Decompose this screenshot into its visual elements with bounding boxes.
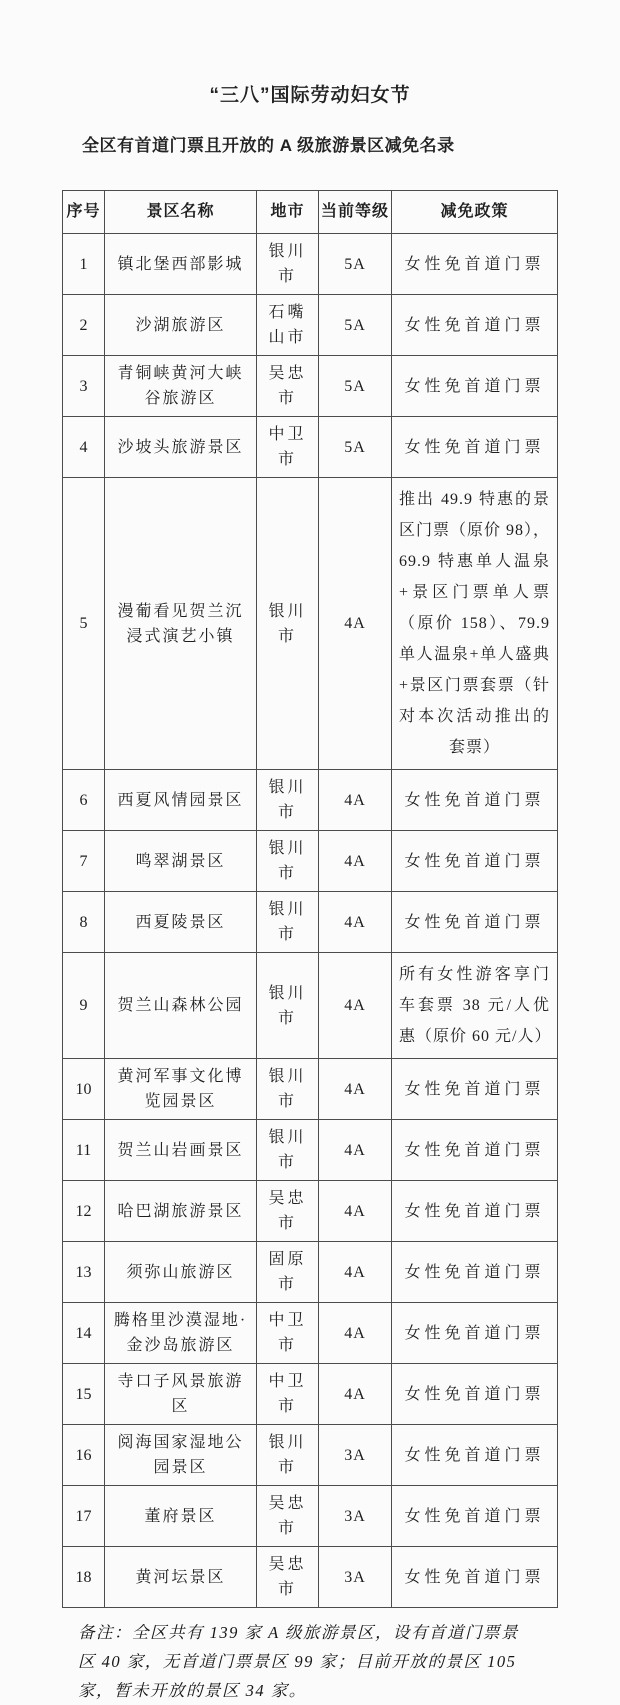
cell-current-level: 3A — [319, 1486, 392, 1547]
cell-discount-policy: 女性免首道门票 — [392, 1303, 558, 1364]
cell-current-level: 4A — [319, 1364, 392, 1425]
table-row — [63, 356, 558, 417]
cell-scenic-area-name: 西夏陵景区 — [105, 892, 257, 953]
header-current-level: 当前等级 — [319, 191, 392, 234]
table-row — [63, 1242, 558, 1303]
table-body — [63, 234, 558, 1608]
table-row — [63, 417, 558, 478]
cell-serial-number: 1 — [63, 234, 105, 295]
cell-discount-policy: 女性免首道门票 — [392, 1181, 558, 1242]
cell-city: 银川市 — [257, 831, 319, 892]
cell-serial-number: 10 — [63, 1059, 105, 1120]
cell-serial-number: 12 — [63, 1181, 105, 1242]
cell-discount-policy: 女性免首道门票 — [392, 1242, 558, 1303]
cell-serial-number: 7 — [63, 831, 105, 892]
table-header-row — [63, 191, 558, 234]
cell-city: 固原市 — [257, 1242, 319, 1303]
cell-discount-policy: 女性免首道门票 — [392, 770, 558, 831]
cell-discount-policy: 女性免首道门票 — [392, 892, 558, 953]
cell-current-level: 5A — [319, 234, 392, 295]
table-row — [63, 1181, 558, 1242]
cell-discount-policy: 女性免首道门票 — [392, 295, 558, 356]
page-title: “三八”国际劳动妇女节 — [209, 85, 411, 106]
header-discount-policy: 减免政策 — [392, 191, 558, 234]
cell-scenic-area-name: 腾格里沙漠湿地·金沙岛旅游区 — [105, 1303, 257, 1364]
cell-scenic-area-name: 鸣翠湖景区 — [105, 831, 257, 892]
header-city: 地市 — [257, 191, 319, 234]
cell-city: 银川市 — [257, 234, 319, 295]
cell-current-level: 4A — [319, 1242, 392, 1303]
cell-current-level: 4A — [319, 770, 392, 831]
cell-scenic-area-name: 镇北堡西部影城 — [105, 234, 257, 295]
table-row — [63, 295, 558, 356]
cell-scenic-area-name: 董府景区 — [105, 1486, 257, 1547]
cell-serial-number: 11 — [63, 1120, 105, 1181]
table-row — [63, 1425, 558, 1486]
table-row — [63, 770, 558, 831]
cell-current-level: 4A — [319, 1120, 392, 1181]
header-serial-number: 序号 — [63, 191, 105, 234]
cell-city: 银川市 — [257, 478, 319, 770]
cell-city: 银川市 — [257, 953, 319, 1059]
table-row — [63, 892, 558, 953]
cell-scenic-area-name: 黄河军事文化博览园景区 — [105, 1059, 257, 1120]
table-row — [63, 1303, 558, 1364]
cell-scenic-area-name: 贺兰山森林公园 — [105, 953, 257, 1059]
cell-city: 吴忠市 — [257, 356, 319, 417]
cell-discount-policy: 女性免首道门票 — [392, 356, 558, 417]
cell-serial-number: 15 — [63, 1364, 105, 1425]
cell-discount-policy: 女性免首道门票 — [392, 831, 558, 892]
cell-discount-policy: 女性免首道门票 — [392, 1120, 558, 1181]
table-row — [63, 1486, 558, 1547]
cell-scenic-area-name: 西夏风情园景区 — [105, 770, 257, 831]
cell-city: 银川市 — [257, 770, 319, 831]
cell-serial-number: 17 — [63, 1486, 105, 1547]
cell-discount-policy: 女性免首道门票 — [392, 1547, 558, 1608]
cell-scenic-area-name: 哈巴湖旅游景区 — [105, 1181, 257, 1242]
cell-current-level: 4A — [319, 1303, 392, 1364]
cell-city: 中卫市 — [257, 1364, 319, 1425]
table-row — [63, 953, 558, 1059]
cell-city: 银川市 — [257, 1120, 319, 1181]
scenic-area-table — [62, 190, 558, 1608]
cell-serial-number: 4 — [63, 417, 105, 478]
cell-serial-number: 13 — [63, 1242, 105, 1303]
cell-city: 银川市 — [257, 1059, 319, 1120]
cell-discount-policy: 所有女性游客享门车套票 38 元/人优惠（原价 60 元/人） — [392, 953, 558, 1059]
cell-discount-policy: 女性免首道门票 — [392, 1425, 558, 1486]
cell-serial-number: 6 — [63, 770, 105, 831]
cell-current-level: 4A — [319, 478, 392, 770]
cell-city: 吴忠市 — [257, 1181, 319, 1242]
cell-scenic-area-name: 黄河坛景区 — [105, 1547, 257, 1608]
cell-scenic-area-name: 须弥山旅游区 — [105, 1242, 257, 1303]
cell-current-level: 3A — [319, 1547, 392, 1608]
cell-current-level: 4A — [319, 831, 392, 892]
cell-current-level: 4A — [319, 892, 392, 953]
cell-current-level: 5A — [319, 356, 392, 417]
cell-discount-policy: 推出 49.9 特惠的景区门票（原价 98），69.9 特惠单人温泉+景区门票单人票（原价 158）、79.9 单人温泉+单人盛典+景区门票套票（针对本次活动推出的套票） — [392, 478, 558, 770]
cell-scenic-area-name: 贺兰山岩画景区 — [105, 1120, 257, 1181]
cell-city: 吴忠市 — [257, 1547, 319, 1608]
table-row — [63, 1364, 558, 1425]
cell-serial-number: 9 — [63, 953, 105, 1059]
cell-serial-number: 14 — [63, 1303, 105, 1364]
cell-discount-policy: 女性免首道门票 — [392, 1059, 558, 1120]
table-row — [63, 831, 558, 892]
table-row — [63, 1120, 558, 1181]
cell-discount-policy: 女性免首道门票 — [392, 234, 558, 295]
table-row — [63, 234, 558, 295]
cell-current-level: 4A — [319, 953, 392, 1059]
cell-scenic-area-name: 青铜峡黄河大峡谷旅游区 — [105, 356, 257, 417]
cell-serial-number: 8 — [63, 892, 105, 953]
cell-scenic-area-name: 漫葡看见贺兰沉浸式演艺小镇 — [105, 478, 257, 770]
cell-serial-number: 16 — [63, 1425, 105, 1486]
cell-current-level: 3A — [319, 1425, 392, 1486]
cell-serial-number: 2 — [63, 295, 105, 356]
cell-serial-number: 18 — [63, 1547, 105, 1608]
table-row — [63, 1547, 558, 1608]
cell-city: 石嘴山市 — [257, 295, 319, 356]
footer-note: 备注：全区共有 139 家 A 级旅游景区，设有首道门票景区 40 家，无首道门票景区 99 家；目前开放的景区 105 家，暂未开放的景区 34 家。 — [78, 1623, 520, 1700]
cell-current-level: 4A — [319, 1059, 392, 1120]
cell-serial-number: 3 — [63, 356, 105, 417]
cell-city: 银川市 — [257, 892, 319, 953]
cell-current-level: 4A — [319, 1181, 392, 1242]
cell-scenic-area-name: 阅海国家湿地公园景区 — [105, 1425, 257, 1486]
header-scenic-area-name: 景区名称 — [105, 191, 257, 234]
table-row — [63, 478, 558, 770]
cell-city: 中卫市 — [257, 417, 319, 478]
cell-city: 中卫市 — [257, 1303, 319, 1364]
cell-scenic-area-name: 沙湖旅游区 — [105, 295, 257, 356]
cell-scenic-area-name: 寺口子风景旅游区 — [105, 1364, 257, 1425]
cell-serial-number: 5 — [63, 478, 105, 770]
cell-city: 银川市 — [257, 1425, 319, 1486]
cell-discount-policy: 女性免首道门票 — [392, 417, 558, 478]
cell-discount-policy: 女性免首道门票 — [392, 1364, 558, 1425]
page-subtitle: 全区有首道门票且开放的 A 级旅游景区减免名录 — [82, 136, 455, 155]
table-row — [63, 1059, 558, 1120]
cell-current-level: 5A — [319, 295, 392, 356]
cell-city: 吴忠市 — [257, 1486, 319, 1547]
cell-current-level: 5A — [319, 417, 392, 478]
cell-discount-policy: 女性免首道门票 — [392, 1486, 558, 1547]
cell-scenic-area-name: 沙坡头旅游景区 — [105, 417, 257, 478]
